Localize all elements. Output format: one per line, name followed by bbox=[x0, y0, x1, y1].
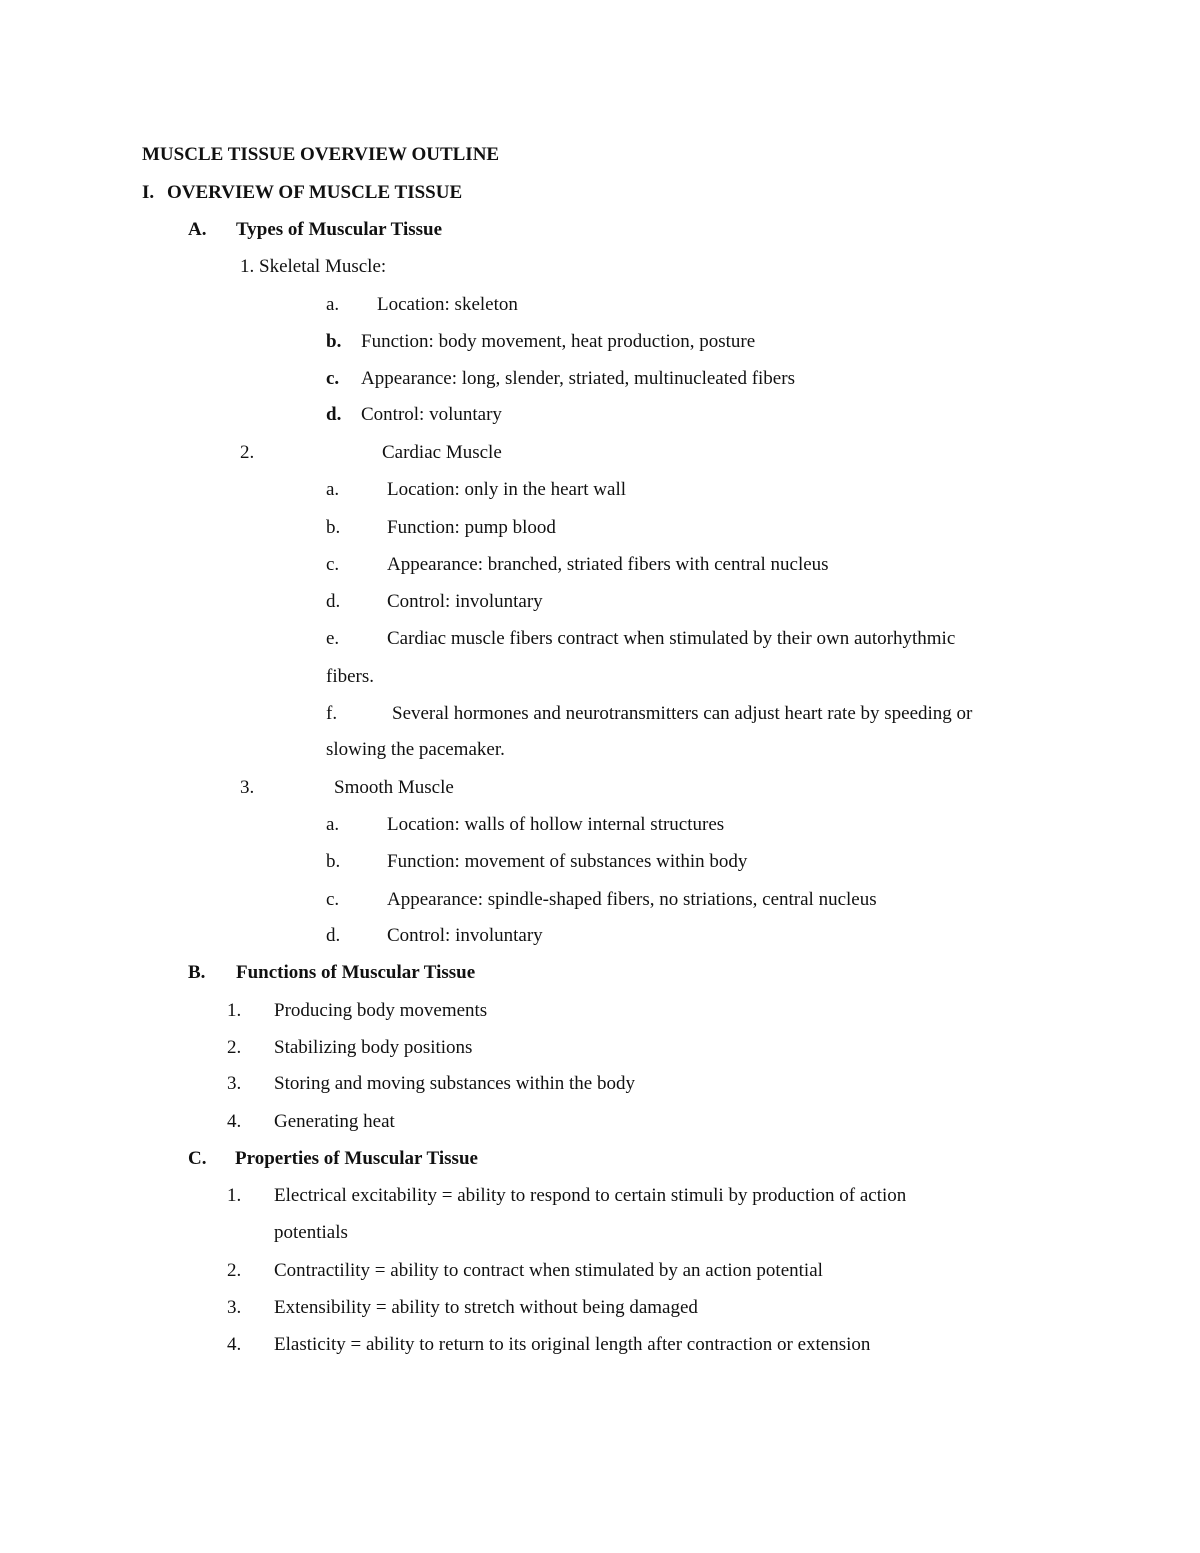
section-number: I. bbox=[142, 182, 155, 203]
subsection-a-title: Types of Muscular Tissue bbox=[236, 219, 443, 240]
cardiac-item-marker: d. bbox=[326, 591, 341, 612]
subsection-b-label: B. bbox=[188, 962, 206, 983]
subsection-a-label: A. bbox=[188, 219, 207, 240]
skeletal-item-text: Appearance: long, slender, striated, multinucleated fibers bbox=[361, 368, 795, 389]
function-item-marker: 4. bbox=[227, 1111, 242, 1132]
skeletal-item-marker: d. bbox=[326, 404, 342, 425]
skeletal-heading: 1. Skeletal Muscle: bbox=[240, 256, 387, 277]
smooth-item-text: Control: involuntary bbox=[387, 925, 543, 946]
cardiac-item-text: Control: involuntary bbox=[387, 591, 543, 612]
smooth-item-text: Function: movement of substances within body bbox=[387, 851, 748, 872]
smooth-item-text: Location: walls of hollow internal structures bbox=[387, 814, 725, 835]
smooth-item-marker: c. bbox=[326, 889, 340, 910]
cardiac-item-text-continued: slowing the pacemaker. bbox=[326, 739, 505, 760]
skeletal-item-marker: a. bbox=[326, 294, 340, 315]
subsection-b-title: Functions of Muscular Tissue bbox=[236, 962, 476, 983]
function-item-text: Producing body movements bbox=[274, 1000, 488, 1021]
function-item-marker: 2. bbox=[227, 1037, 242, 1058]
skeletal-item-text: Control: voluntary bbox=[361, 404, 502, 425]
smooth-heading: Smooth Muscle bbox=[334, 777, 454, 798]
document-title: MUSCLE TISSUE OVERVIEW OUTLINE bbox=[142, 144, 500, 165]
cardiac-item-text: Cardiac muscle fibers contract when stimulated by their own autorhythmic bbox=[387, 628, 956, 649]
function-item-marker: 3. bbox=[227, 1073, 242, 1094]
skeletal-item-text: Function: body movement, heat production, posture bbox=[361, 331, 756, 352]
cardiac-item-text: Location: only in the heart wall bbox=[387, 479, 627, 500]
property-item-text: Electrical excitability = ability to respond to certain stimuli by production of action bbox=[274, 1185, 907, 1206]
cardiac-item-marker: e. bbox=[326, 628, 340, 649]
cardiac-item-text: Several hormones and neurotransmitters can adjust heart rate by speeding or bbox=[392, 703, 973, 724]
function-item-text: Stabilizing body positions bbox=[274, 1037, 473, 1058]
skeletal-item-text: Location: skeleton bbox=[377, 294, 518, 315]
function-item-text: Generating heat bbox=[274, 1111, 395, 1132]
section-title: OVERVIEW OF MUSCLE TISSUE bbox=[167, 182, 463, 203]
skeletal-item-marker: c. bbox=[326, 368, 340, 389]
cardiac-item-marker: a. bbox=[326, 479, 340, 500]
skeletal-item-marker: b. bbox=[326, 331, 342, 352]
cardiac-item-marker: f. bbox=[326, 703, 338, 724]
cardiac-number: 2. bbox=[240, 442, 255, 463]
subsection-c-label: C. bbox=[188, 1148, 207, 1169]
function-item-text: Storing and moving substances within the body bbox=[274, 1073, 635, 1094]
property-item-text: Extensibility = ability to stretch without being damaged bbox=[274, 1297, 698, 1318]
smooth-item-marker: d. bbox=[326, 925, 341, 946]
property-item-text: Contractility = ability to contract when stimulated by an action potential bbox=[274, 1260, 823, 1281]
smooth-item-text: Appearance: spindle-shaped fibers, no striations, central nucleus bbox=[387, 889, 877, 910]
property-item-marker: 4. bbox=[227, 1334, 242, 1355]
property-item-marker: 3. bbox=[227, 1297, 242, 1318]
property-item-text: Elasticity = ability to return to its original length after contraction or extension bbox=[274, 1334, 871, 1355]
cardiac-item-marker: c. bbox=[326, 554, 340, 575]
property-item-text-continued: potentials bbox=[274, 1222, 348, 1243]
property-item-marker: 2. bbox=[227, 1260, 242, 1281]
property-item-marker: 1. bbox=[227, 1185, 242, 1206]
cardiac-heading: Cardiac Muscle bbox=[382, 442, 502, 463]
subsection-c-title: Properties of Muscular Tissue bbox=[235, 1148, 478, 1169]
cardiac-item-text-continued: fibers. bbox=[326, 666, 375, 687]
cardiac-item-text: Appearance: branched, striated fibers with central nucleus bbox=[387, 554, 829, 575]
smooth-number: 3. bbox=[240, 777, 255, 798]
cardiac-item-text: Function: pump blood bbox=[387, 517, 556, 538]
cardiac-item-marker: b. bbox=[326, 517, 341, 538]
function-item-marker: 1. bbox=[227, 1000, 242, 1021]
smooth-item-marker: b. bbox=[326, 851, 341, 872]
smooth-item-marker: a. bbox=[326, 814, 340, 835]
